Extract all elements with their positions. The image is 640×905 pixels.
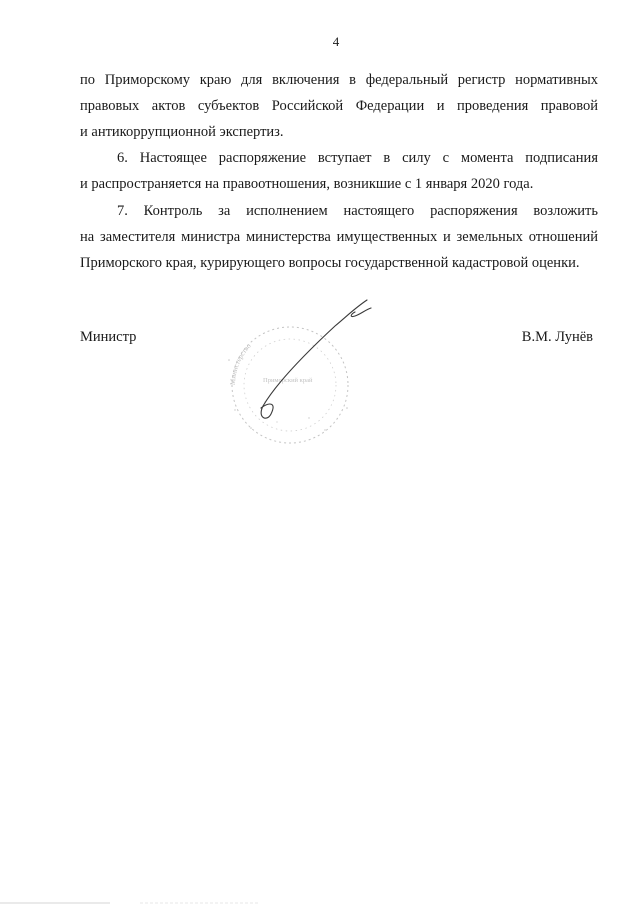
signatory-name: В.М. Лунёв [521, 329, 593, 345]
paragraph-6-line-1: 6. Настоящее распоряжение вступает в силу с момента подписания [117, 150, 598, 166]
official-stamp-and-signature [205, 290, 375, 450]
stamp-inner-ring [244, 339, 336, 431]
stamp-center-text: Приморский край [263, 377, 313, 384]
stamp-outer-ring [232, 327, 348, 443]
paragraph-6-line-2: и распространяется на правоотношения, возникшие с 1 января 2020 года. [80, 176, 534, 192]
stamp-arc-text: Министерство [228, 341, 253, 386]
stamp-speckles [228, 359, 348, 431]
paragraph-5-line-3: и антикоррупционной экспертиз. [80, 124, 284, 140]
paragraph-7-line-3: Приморского края, курирующего вопросы государственной кадастровой оценки. [80, 255, 580, 271]
scan-edge-marks [0, 893, 640, 905]
handwritten-signature [261, 300, 371, 418]
paragraph-7-line-1: 7. Контроль за исполнением настоящего распоряжения возложить [117, 203, 598, 219]
paragraph-7-line-2: на заместителя министра министерства имущественных и земельных отношений [80, 229, 598, 245]
paragraph-5-line-2: правовых актов субъектов Российской Федерации и проведения правовой [80, 98, 598, 114]
signatory-title: Министр [80, 329, 137, 345]
page-number: 4 [332, 34, 340, 49]
paragraph-5-line-1: по Приморскому краю для включения в федеральный регистр нормативных [80, 72, 598, 88]
